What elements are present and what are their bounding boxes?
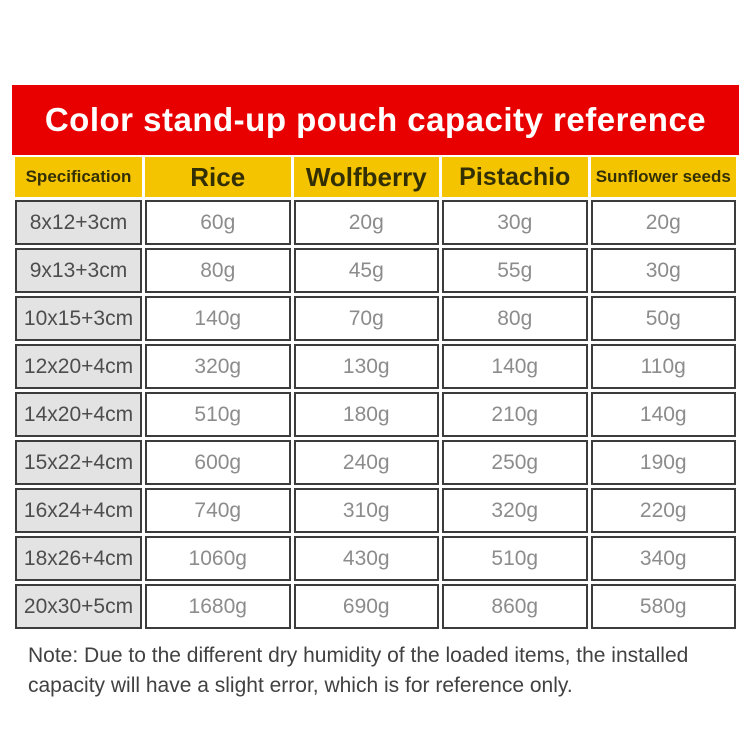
table-row (15, 248, 736, 293)
value-cell: 1680g (145, 584, 291, 629)
value-cell: 430g (294, 536, 440, 581)
table-row (15, 392, 736, 437)
value-cell: 210g (442, 392, 588, 437)
spec-cell: 9x13+3cm (15, 248, 142, 293)
value-cell: 60g (145, 200, 291, 245)
table-row (15, 488, 736, 533)
value-cell: 130g (294, 344, 440, 389)
table-row (15, 440, 736, 485)
value-cell: 510g (442, 536, 588, 581)
spec-cell: 16x24+4cm (15, 488, 142, 533)
value-cell: 320g (145, 344, 291, 389)
note-text: Note: Due to the different dry humidity of the loaded items, the installed capacity will have a slight error, which is for reference only. (28, 644, 689, 697)
spec-cell: 12x20+4cm (15, 344, 142, 389)
value-cell: 55g (442, 248, 588, 293)
column-header-pistachio: Pistachio (442, 157, 588, 197)
value-cell: 860g (442, 584, 588, 629)
value-cell: 250g (442, 440, 588, 485)
spec-cell: 18x26+4cm (15, 536, 142, 581)
value-cell: 140g (442, 344, 588, 389)
spec-cell: 10x15+3cm (15, 296, 142, 341)
column-header-sunflower-seeds: Sunflower seeds (591, 157, 737, 197)
value-cell: 740g (145, 488, 291, 533)
value-cell: 45g (294, 248, 440, 293)
value-cell: 580g (591, 584, 737, 629)
value-cell: 30g (442, 200, 588, 245)
spec-cell: 14x20+4cm (15, 392, 142, 437)
value-cell: 190g (591, 440, 737, 485)
table-body (15, 200, 736, 629)
spec-cell: 15x22+4cm (15, 440, 142, 485)
value-cell: 80g (145, 248, 291, 293)
column-header-wolfberry: Wolfberry (294, 157, 440, 197)
table-row (15, 296, 736, 341)
column-header-specification: Specification (15, 157, 142, 197)
value-cell: 310g (294, 488, 440, 533)
value-cell: 690g (294, 584, 440, 629)
value-cell: 240g (294, 440, 440, 485)
value-cell: 510g (145, 392, 291, 437)
table-row (15, 584, 736, 629)
value-cell: 70g (294, 296, 440, 341)
capacity-table (12, 154, 739, 632)
spec-cell: 8x12+3cm (15, 200, 142, 245)
value-cell: 320g (442, 488, 588, 533)
value-cell: 80g (442, 296, 588, 341)
table-row (15, 344, 736, 389)
spec-cell: 20x30+5cm (15, 584, 142, 629)
value-cell: 20g (591, 200, 737, 245)
value-cell: 140g (145, 296, 291, 341)
value-cell: 220g (591, 488, 737, 533)
header-row (15, 157, 736, 197)
table-row (15, 536, 736, 581)
value-cell: 50g (591, 296, 737, 341)
value-cell: 1060g (145, 536, 291, 581)
value-cell: 110g (591, 344, 737, 389)
column-header-rice: Rice (145, 157, 291, 197)
table-row (15, 200, 736, 245)
value-cell: 30g (591, 248, 737, 293)
pouch-capacity-infographic (12, 85, 739, 701)
value-cell: 140g (591, 392, 737, 437)
page-title: Color stand-up pouch capacity reference (44, 101, 707, 138)
value-cell: 600g (145, 440, 291, 485)
value-cell: 180g (294, 392, 440, 437)
value-cell: 20g (294, 200, 440, 245)
title-banner (12, 85, 739, 155)
value-cell: 340g (591, 536, 737, 581)
